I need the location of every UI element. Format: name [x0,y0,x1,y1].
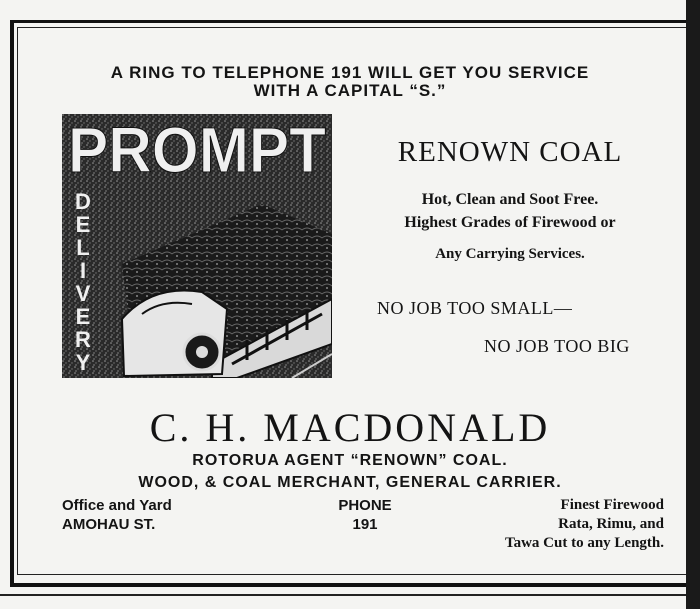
trade-line: WOOD, & COAL MERCHANT, GENERAL CARRIER. [138,474,562,491]
bottom-rule [0,594,686,596]
delivery-letter: E [75,304,91,329]
office-address: AMOHAU ST. [62,516,156,533]
delivery-letter: E [75,212,91,237]
office-label: Office and Yard [62,497,172,514]
agent-line: ROTORUA AGENT “RENOWN” COAL. [192,452,508,469]
delivery-letter: L [76,235,90,260]
truck-graphic [62,114,332,378]
phone-block [320,496,410,534]
headline-line-2: WITH A CAPITAL “S.” [253,81,447,100]
delivery-truck-illustration [62,114,332,378]
description-line-2: Highest Grades of Firewood or [404,214,616,231]
delivery-letter: I [79,258,87,283]
firewood-line-3: Tawa Cut to any Length. [504,535,664,551]
description-line-1: Hot, Clean and Soot Free. [421,191,599,208]
office-block [62,496,172,534]
phone-label: PHONE [338,497,392,514]
headline-line-1: A RING TO TELEPHONE 191 WILL GET YOU SERVICE [110,63,590,82]
tagline-small: NO JOB TOO SMALL— [377,298,573,318]
headline [40,64,660,100]
tagline-big: NO JOB TOO BIG [484,336,630,356]
phone-number: 191 [352,516,378,533]
carrying-services: Any Carrying Services. [435,246,585,262]
product-title: RENOWN COAL [397,136,623,168]
product-description [360,188,660,234]
page-edge-bar [686,0,700,609]
delivery-letter: V [75,281,91,306]
prompt-heading: PROMPT [68,114,326,186]
merchant-name: C. H. MACDONALD [149,405,551,450]
firewood-block [505,496,664,553]
delivery-letter: D [75,189,91,214]
firewood-line-1: Finest Firewood [560,497,664,513]
delivery-vertical-text [68,190,98,374]
delivery-letter: R [75,327,91,352]
firewood-line-2: Rata, Rimu, and [558,516,664,532]
delivery-letter: Y [75,350,91,375]
